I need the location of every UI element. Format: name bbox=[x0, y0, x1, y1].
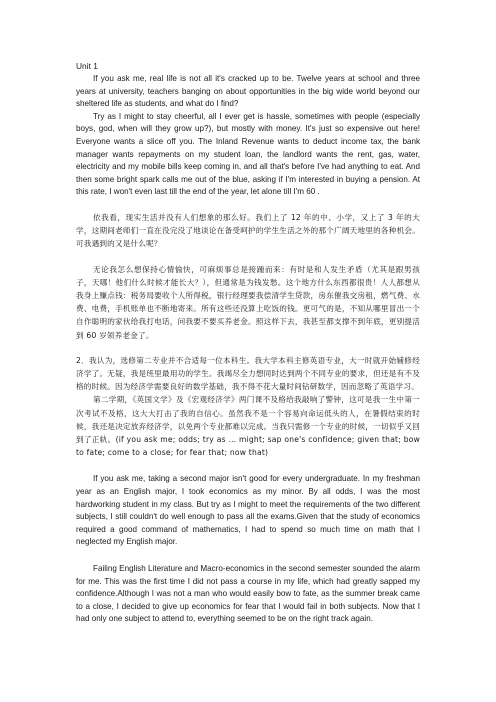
spacer bbox=[76, 549, 420, 563]
exercise-2-paragraph-1: 2．我认为，选修第二专业并不合适每一位本科生。我大学本科主修英语专业，大一时就开始辅修经济学了。无疑，我是班里最用功的学生。我竭尽全力想同时达到两个不同专业的要求，但还是有不及格的时候。因为经济学需要良好的数学基础，我不得不花大量时间钻研数学，因而忽略了英语学习。 bbox=[76, 355, 420, 392]
spacer bbox=[76, 251, 420, 263]
english-answer-paragraph-1: If you ask me, taking a second major isn't good for every undergraduate. In my freshman year as an English major, I took economics as my minor. By all odds, I was the most hardworking student in my class. But try as I might to meet the requirements of the two different subjects, I still couldn't do well enough to pass all the exams.Given that the study of economics required a good command of mathematics, I had to spend so much time on math that I neglected my English major. bbox=[76, 474, 420, 547]
spacer bbox=[76, 342, 420, 354]
spacer bbox=[76, 459, 420, 473]
spacer bbox=[76, 199, 420, 211]
unit-title: Unit 1 bbox=[76, 61, 98, 71]
english-answer-paragraph-2: Failing English Literature and Macro-economics in the second semester sounded the alarm for me. This was the first time I did not pass a course in my life, which had greatly sapped my confidence.Although I was not a man who would easily bow to fate, as the summer break came to a close, I decided to give up economics for fear that I would fail in both subjects. Now that I had only one subject to attend to, everything seemed to be on the right track again. bbox=[76, 563, 420, 624]
exercise-2-paragraph-2: 第二学期，《英国文学》及《宏观经济学》两门课不及格给我敲响了警钟，这可是我一生中第一次考试不及格，这大大打击了我的自信心。虽然我不是一个容易向命运低头的人，在暑假结束的时候，我还是决定放弃经济学，以免两个专业都难以完成。当我只需修一个专业的时候，一切似乎又回到了正轨。(if you ask me; odds; try as … might; sap one's confidence; given that; bow to fate; come to a close; for fear that; now that) bbox=[76, 395, 420, 458]
english-paragraph-1: If you ask me, real life is not all it's cracked up to be. Twelve years at school and three years at university, teachers banging on about opportunities in the big wide world beyond our sheltered life as students, and what do I find? bbox=[76, 74, 420, 109]
chinese-paragraph-1: 依我看，现实生活并没有人们想象的那么好。我们上了 12 年的中、小学，又上了 3 年的大学，这期间老师们一直在没完没了地谈论在备受呵护的学生生活之外的那个广阔天地里的各种机会。可我遇到的又是什么呢？ bbox=[76, 212, 420, 249]
english-paragraph-2: Try as I might to stay cheerful, all I ever get is hassle, sometimes with people (especially boys, god, when will they grow up?), but mostly with money. It's just so expensive out here! Everyone wants a slice off you. The Inland Revenue wants to deduct income tax, the bank manager wants repayments on my student loan, the landlord wants the rent, gas, water, electricity and my mobile bills keep coming in, and all that's before I've had anything to eat. And then some bright spark calls me out of the blue, asking if I'm interested in buying a pension. At this rate, I won't even last till the end of the year, let alone till I'm 60 . bbox=[76, 111, 420, 197]
chinese-paragraph-2: 无论我怎么想保持心情愉快，可麻烦事总是接踵而来：有时是和人发生矛盾（尤其是跟男孩子，天哪！他们什么时候才能长大？），但通常是为钱发愁。这个地方什么东西都很贵！人人都想从我身上赚点钱：税务局要收个人所得税，银行经理要我偿清学生贷款，房东催我交房租，燃气费、水费、电费，手机账单也不断地寄来。所有这些还没算上吃饭的钱。更可气的是，不知从哪里冒出一个自作聪明的家伙给我打电话，问我要不要买养老金。照这样下去，我甚至都支撑不到年底，更别提活到 60 岁领养老金了。 bbox=[76, 264, 420, 340]
